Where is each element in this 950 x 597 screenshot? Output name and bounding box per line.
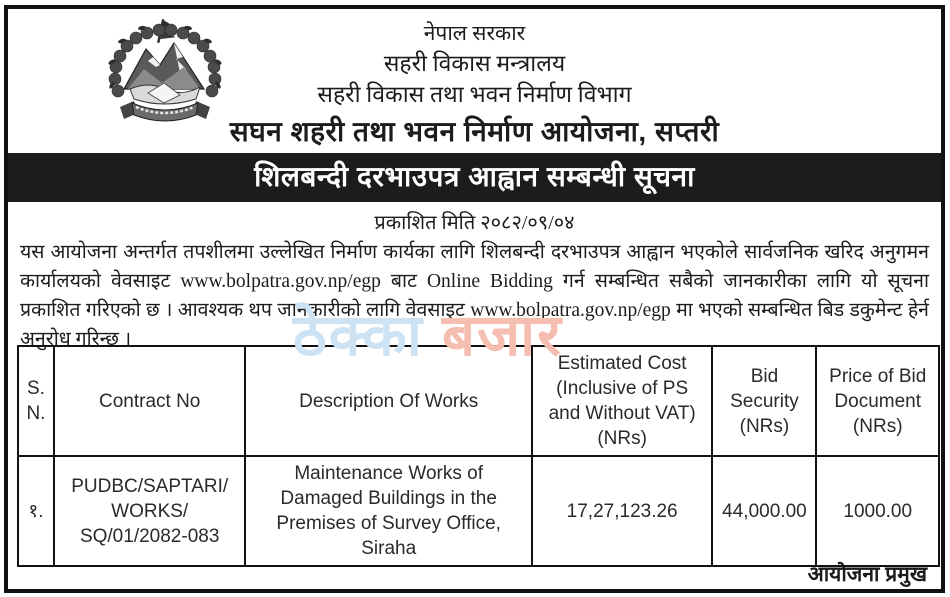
cell-description: Maintenance Works of Damaged Buildings in the Premises of Survey Office, Siraha (245, 456, 531, 566)
watermark-part2: बजार (442, 303, 563, 368)
cell-bid-security: 44,000.00 (712, 456, 816, 566)
ministry-name: सहरी विकास मन्त्रालय (383, 51, 566, 76)
header-description: Description Of Works (245, 346, 531, 456)
signature-title: आयोजना प्रमुख (807, 563, 927, 586)
watermark-part1: ठेक्का (293, 303, 424, 368)
tender-table (17, 345, 940, 567)
department-name: सहरी विकास तथा भवन निर्माण विभाग (317, 82, 632, 107)
cell-sn: १. (18, 456, 54, 566)
header-price-of-bid-document: Price of Bid Document (NRs) (816, 346, 939, 456)
table-header-row (18, 346, 939, 456)
published-date: प्रकाशित मिति २०८२/०९/०४ (374, 212, 575, 234)
cell-estimated-cost: 17,27,123.26 (532, 456, 713, 566)
header-contract-no: Contract No (54, 346, 246, 456)
table-row (18, 456, 939, 566)
header-sn: S. N. (18, 346, 54, 456)
header-estimated-cost: Estimated Cost (Inclusive of PS and Without VAT) (NRs) (532, 346, 713, 456)
notice-title-banner: शिलबन्दी दरभाउपत्र आह्वान सम्बन्धी सूचना (8, 153, 941, 202)
nepal-government-emblem-icon (104, 17, 226, 131)
government-name: नेपाल सरकार (423, 21, 526, 45)
notice-document-page (4, 5, 945, 593)
header-bid-security: Bid Security (NRs) (712, 346, 816, 456)
notice-body-paragraph: यस आयोजना अन्तर्गत तपशीलमा उल्लेखित निर्माण कार्यका लागि शिलबन्दी दरभाउपत्र आह्वान भएकोले सार्वजनिक खरिद अनुगमन कार्यालयको वेवसाइट www.bolpatra.gov.np/egp बाट Online Bidding गर्न सम्बन्धित सबैको जानकारीका लागि यो सूचना प्रकाशित गरिएको छ । आवश्यक थप जानकारीको लागि वेवसाइट www.bolpatra.gov.np/egp मा भएको सम्बन्धित बिड डकुमेन्ट हेर्न अनुरोध गरिन्छ । (20, 242, 929, 350)
cell-contract-no: PUDBC/SAPTARI/ WORKS/ SQ/01/2082-083 (54, 456, 246, 566)
project-office-name: सघन शहरी तथा भवन निर्माण आयोजना, सप्तरी (229, 116, 720, 147)
cell-price-of-bid-document: 1000.00 (816, 456, 939, 566)
